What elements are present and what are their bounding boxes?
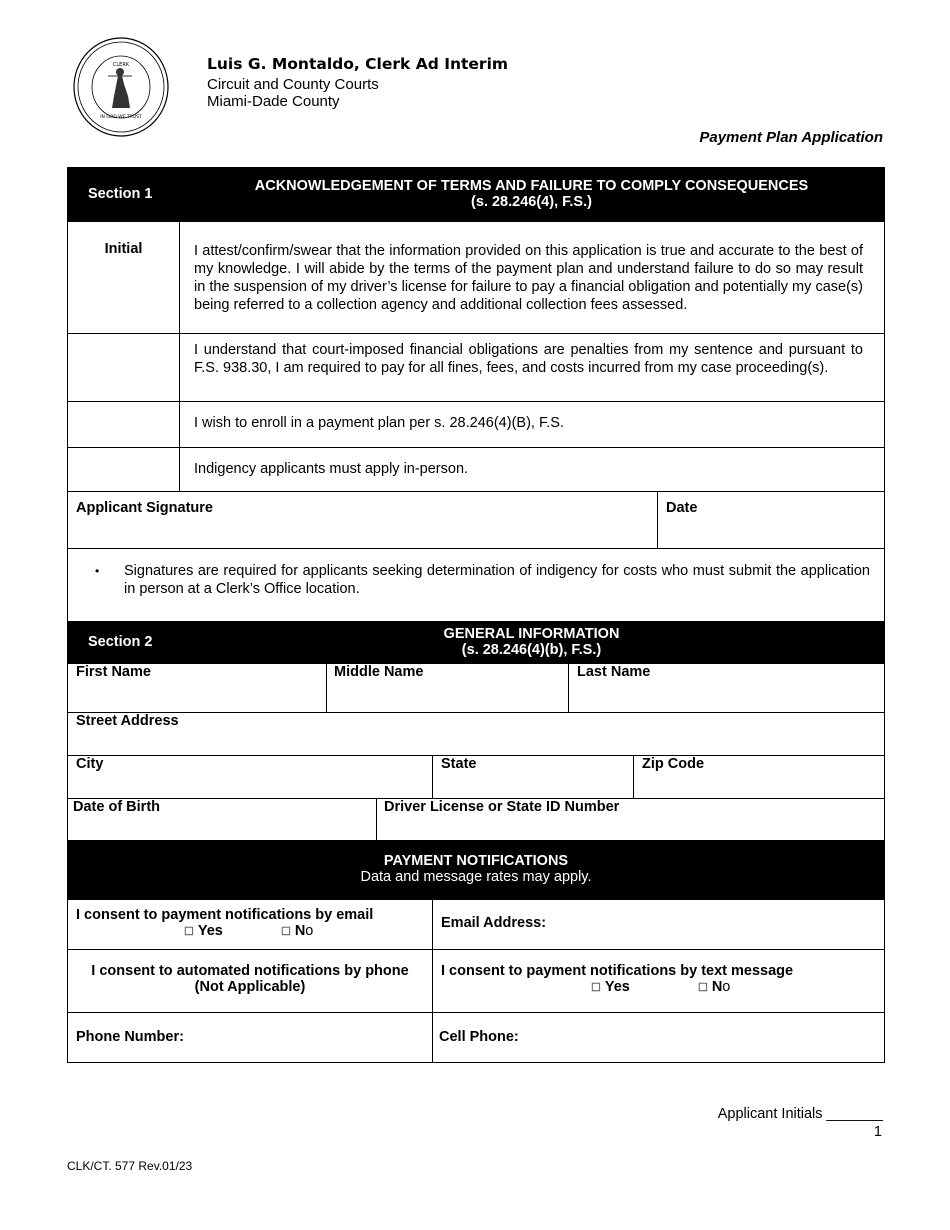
email-yes-label: Yes bbox=[197, 923, 223, 939]
first-name-label: First Name bbox=[76, 664, 151, 680]
email-consent-label: I consent to payment notifications by email bbox=[76, 907, 374, 923]
street-address-label: Street Address bbox=[76, 713, 179, 729]
signature-label: Applicant Signature bbox=[76, 500, 213, 516]
statement4-text: Indigency applicants must apply in-person. bbox=[194, 461, 469, 477]
middle-name-label: Middle Name bbox=[334, 664, 424, 680]
state-field[interactable] bbox=[432, 756, 633, 798]
last-name-field[interactable] bbox=[568, 664, 884, 712]
section1-statute: (s. 28.246(4), F.S.) bbox=[471, 194, 592, 210]
middle-name-field[interactable] bbox=[326, 664, 568, 712]
clerk-seal bbox=[72, 36, 170, 138]
statement2-text: I understand that court-imposed financial obligations are penalties from my sentence and pursuant to F.S. 938.30, I am required to pay for all fines, fees, and costs incurred from my case proceeding(s). bbox=[194, 342, 863, 376]
statement1-text: I attest/confirm/swear that the information provided on this application is true and accurate to the best of my knowledge. I will abide by the terms of the payment plan and understand failure to do so may result in the suspension of my driver’s license for failure to pay a financial obligation and potentially my case(s) being referred to a collection agency and additional collection fees assessed. bbox=[194, 243, 863, 313]
initial-label: Initial bbox=[104, 241, 143, 257]
initial-box-4[interactable] bbox=[68, 448, 179, 491]
svg-text:CLERK: CLERK bbox=[112, 62, 130, 68]
section2-label: Section 2 bbox=[88, 634, 153, 650]
signature-note bbox=[67, 549, 885, 622]
driver-license-field[interactable] bbox=[376, 799, 884, 840]
text-no-label-suffix: o bbox=[722, 979, 731, 995]
signature-row bbox=[67, 492, 885, 549]
first-name-field[interactable] bbox=[68, 664, 326, 712]
initial-box-2[interactable] bbox=[68, 334, 179, 401]
section1-label: Section 1 bbox=[88, 186, 153, 202]
date-field[interactable] bbox=[657, 492, 884, 548]
notifications-title: PAYMENT NOTIFICATIONS bbox=[383, 853, 569, 869]
form-code: CLK/CT. 577 Rev.01/23 bbox=[67, 1159, 193, 1173]
driver-license-label: Driver License or State ID Number bbox=[384, 799, 620, 815]
email-address-field[interactable] bbox=[432, 900, 884, 949]
last-name-label: Last Name bbox=[577, 664, 651, 680]
court-name: Circuit and County Courts bbox=[207, 76, 379, 93]
not-applicable-label: (Not Applicable) bbox=[194, 979, 306, 995]
phone-number-label: Phone Number: bbox=[76, 1029, 184, 1045]
date-of-birth-field[interactable] bbox=[68, 799, 376, 840]
email-no-label: N bbox=[294, 923, 306, 939]
county-name: Miami-Dade County bbox=[207, 93, 340, 110]
phone-number-field[interactable] bbox=[68, 1013, 432, 1062]
email-no-label-suffix: o bbox=[305, 923, 314, 939]
notifications-header bbox=[67, 841, 885, 900]
statement3-row bbox=[67, 402, 885, 448]
svg-text:IN GOD WE TRUST: IN GOD WE TRUST bbox=[100, 115, 142, 120]
clerk-name: Luis G. Montaldo, Clerk Ad Interim bbox=[207, 55, 509, 73]
email-address-label: Email Address: bbox=[441, 915, 547, 931]
section2-title: GENERAL INFORMATION bbox=[443, 626, 620, 642]
applicant-initials-field[interactable]: Applicant Initials _______ bbox=[717, 1106, 883, 1122]
cell-phone-label: Cell Phone: bbox=[439, 1029, 519, 1045]
email-consent-row bbox=[67, 900, 885, 950]
initial-field-1[interactable] bbox=[179, 222, 884, 333]
statement4-row bbox=[67, 448, 885, 492]
zip-code-field[interactable] bbox=[633, 756, 884, 798]
city-row bbox=[67, 756, 885, 799]
initial-box-3[interactable] bbox=[68, 402, 179, 447]
text-yes-label: Yes bbox=[604, 979, 630, 995]
street-address-field[interactable] bbox=[68, 713, 884, 755]
phone-number-row bbox=[67, 1013, 885, 1063]
signature-field[interactable] bbox=[68, 492, 657, 548]
bullet-icon: • bbox=[95, 564, 100, 578]
date-label: Date bbox=[666, 500, 698, 516]
page-number: 1 bbox=[873, 1124, 882, 1140]
cell-phone-field[interactable] bbox=[432, 1013, 884, 1062]
date-of-birth-label: Date of Birth bbox=[73, 799, 160, 815]
statement3-text: I wish to enroll in a payment plan per s. 28.246(4)(B), F.S. bbox=[194, 415, 564, 431]
note-text: Signatures are required for applicants seeking determination of indigency for costs who must submit the application in person at a Clerk’s Office location. bbox=[124, 563, 870, 597]
dob-row bbox=[67, 799, 885, 841]
section2-header bbox=[67, 622, 885, 664]
email-yes-checkbox[interactable]: ☐ Yes bbox=[184, 923, 223, 939]
section1-header bbox=[67, 167, 885, 222]
street-row bbox=[67, 713, 885, 756]
text-consent-label: I consent to payment notifications by text message bbox=[441, 963, 794, 979]
name-row bbox=[67, 664, 885, 713]
text-no-label: N bbox=[711, 979, 723, 995]
text-yes-checkbox[interactable]: ☐ Yes bbox=[591, 979, 630, 995]
form-title: Payment Plan Application bbox=[699, 129, 883, 146]
phone-consent-row bbox=[67, 950, 885, 1013]
city-field[interactable] bbox=[68, 756, 432, 798]
text-no-checkbox[interactable]: ☐ No bbox=[697, 979, 731, 995]
phone-consent-label: I consent to automated notifications by phone bbox=[91, 963, 409, 979]
state-label: State bbox=[441, 756, 477, 772]
notifications-subtitle: Data and message rates may apply. bbox=[360, 869, 592, 885]
section1-title: ACKNOWLEDGEMENT OF TERMS AND FAILURE TO COMPLY CONSEQUENCES bbox=[254, 178, 809, 194]
section2-statute: (s. 28.246(4)(b), F.S.) bbox=[461, 642, 602, 658]
zip-code-label: Zip Code bbox=[642, 756, 705, 772]
statement1-row bbox=[67, 222, 885, 334]
city-label: City bbox=[76, 756, 104, 772]
email-no-checkbox[interactable]: ☐ No bbox=[280, 923, 314, 939]
statement2-row bbox=[67, 334, 885, 402]
